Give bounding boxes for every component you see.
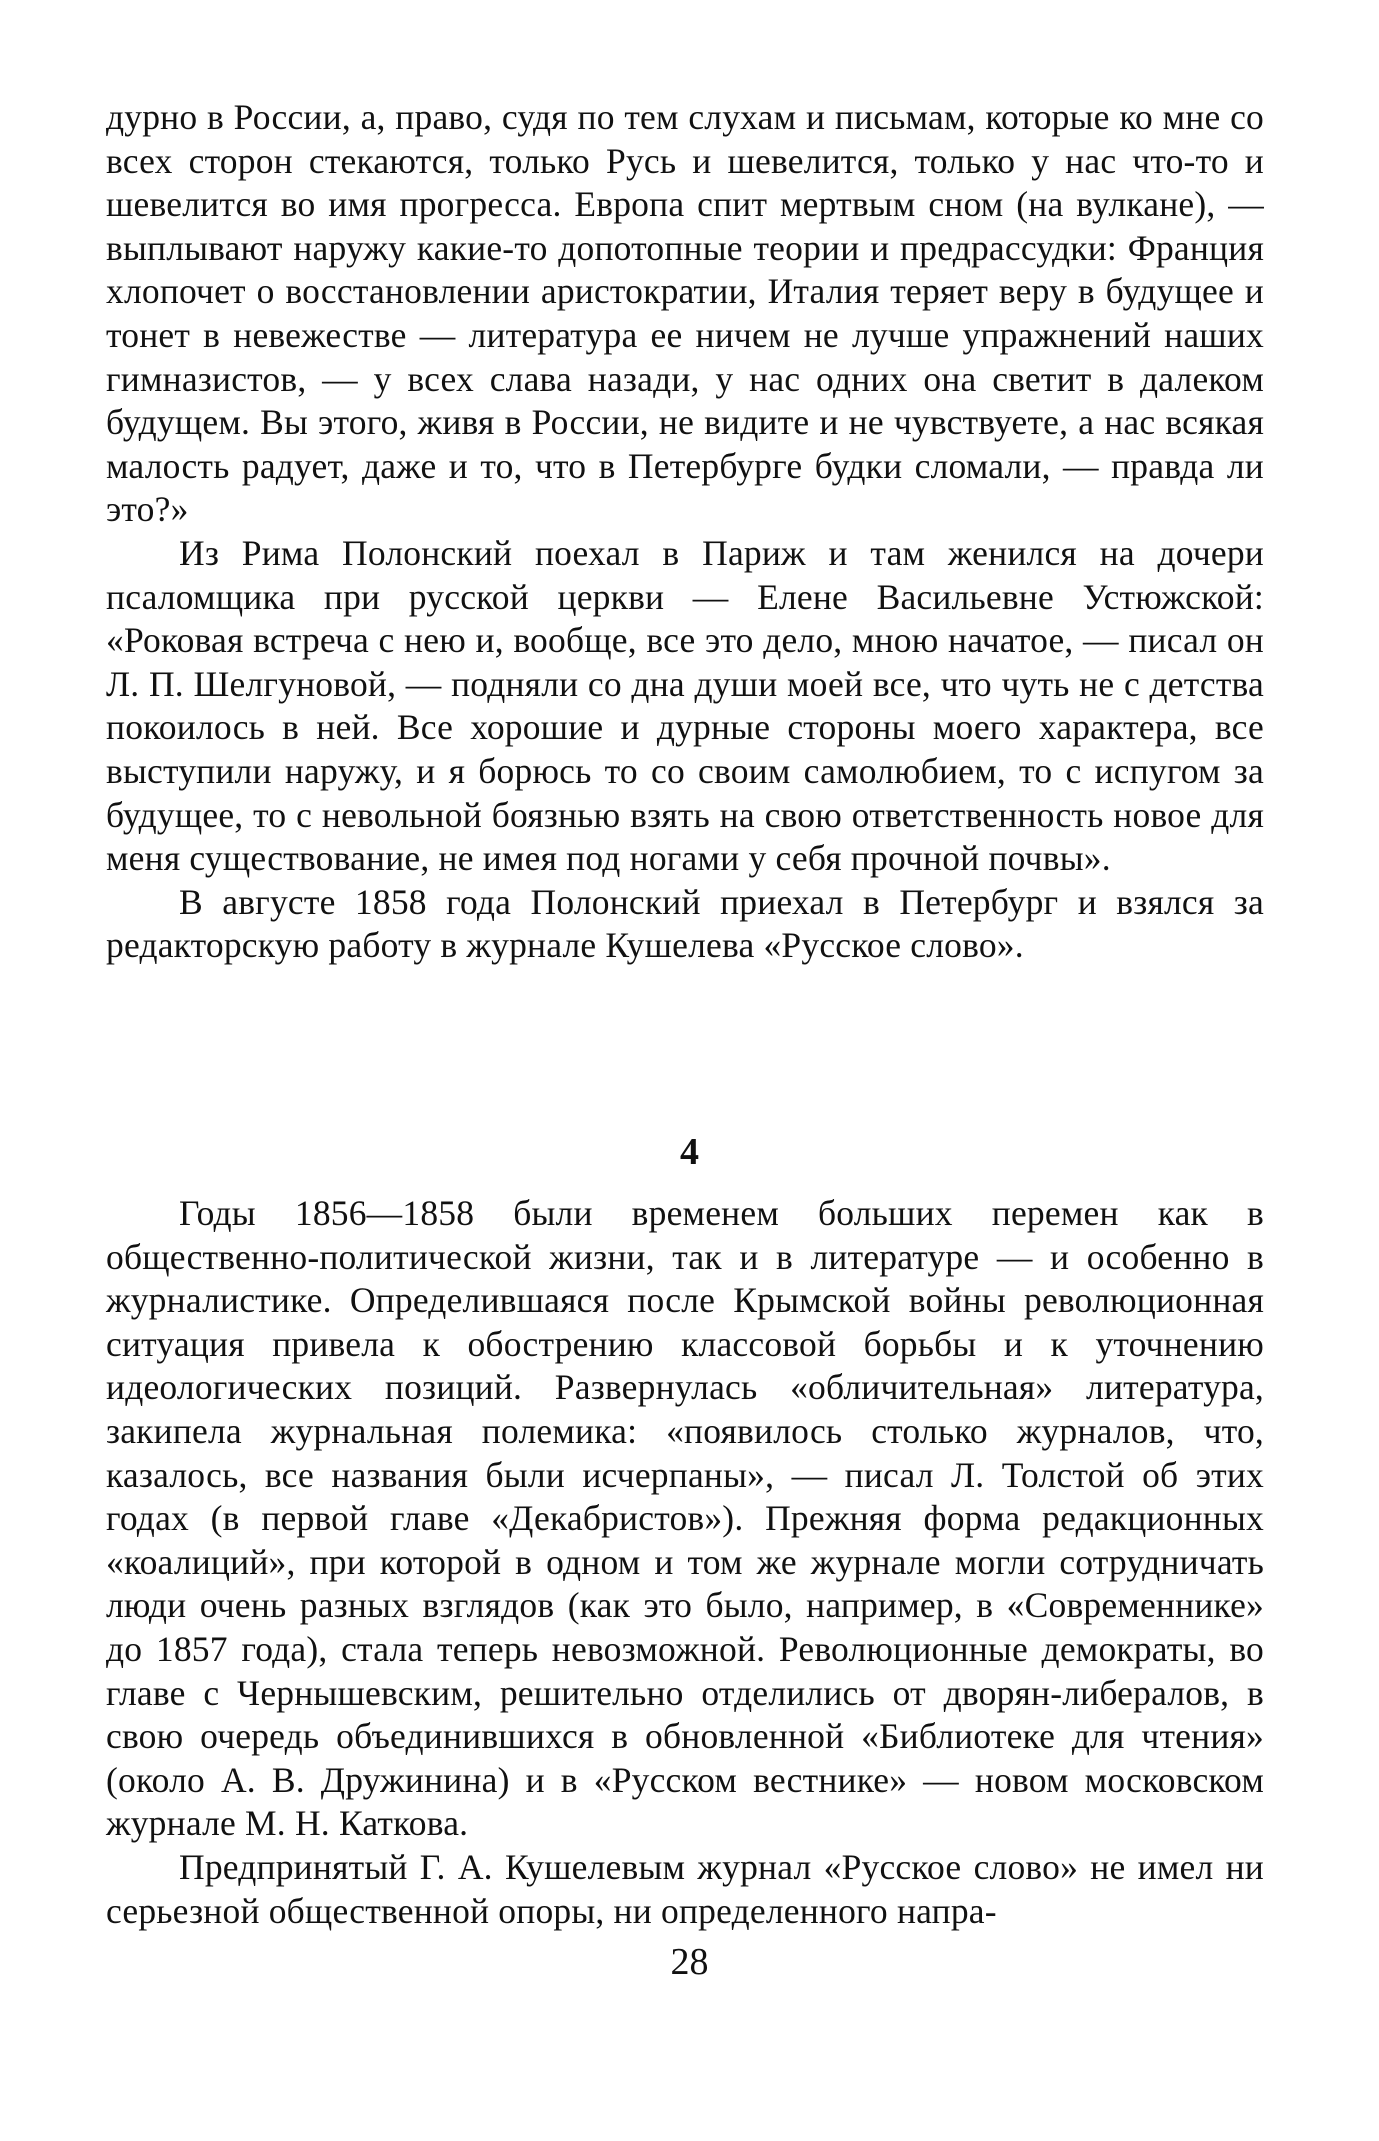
section-number: 4: [680, 1131, 699, 1173]
page-number: 28: [670, 1941, 709, 1983]
paragraph-paris-marriage: Из Рима Полонский поехал в Париж и там женился на дочери псаломщика при русской церкви — Елене Васильевне Устюжской: «Роковая встреча с нею и, вообще, все это дело, мною начатое, — писал он Л. П. Шелгуновой, — подняли со дна души моей все, что чуть не с детства покоилось в ней. Все хорошие и дурные стороны моего характера, все выступили наружу, и я борюсь то со своим самолюбием, то с испугом за будущее, то с невольной боязнью взять на свою ответственность новое для меня существование, не имея под ногами у себя прочной почвы».: [106, 532, 1264, 879]
paragraph-years-of-change: Годы 1856—1858 были временем больших перемен как в общественно-политической жизни, так и в литературе — и особенно в журналистике. Определившаяся после Крымской войны революционная ситуация привела к обострению классовой борьбы и к уточнению идеологических позиций. Развернулась «обличительная» литература, закипела журнальная полемика: «появилось столько журналов, что, казалось, все названия были исчерпаны», — писал Л. Толстой об этих годах (в первой главе «Декабристов»). Прежняя форма редакционных «коалиций», при которой в одном и том же журнале могли сотрудничать люди очень разных взглядов (как это было, например, в «Современнике» до 1857 года), стала теперь невозможной. Революционные демократы, во главе с Чернышевским, решительно отделились от дворян-либералов, в свою очередь объединившихся в обновленной «Библиотеке для чтения» (около А. В. Дружинина) и в «Русском вестнике» — новом московском журнале М. Н. Каткова.: [106, 1193, 1264, 1844]
paragraph-russkoe-slovo: Предпринятый Г. А. Кушелевым журнал «Русское слово» не имел ни серьезной общественной опоры, ни определенного напра-: [106, 1846, 1264, 1931]
paragraph-letter-continuation: дурно в России, а, право, судя по тем слухам и письмам, которые ко мне со всех сторон стекаются, только Русь и шевелится, только у нас что-то и шевелится во имя прогресса. Европа спит мертвым сном (на вулкане), — выплывают наружу какие-то допотопные теории и предрассудки: Франция хлопочет о восстановлении аристократии, Италия теряет веру в будущее и тонет в невежестве — литература ее ничем не лучше упражнений наших гимназистов, — у всех слава назади, у нас одних она светит в далеком будущем. Вы этого, живя в России, не видите и не чувствуете, а нас всякая малость радует, даже и то, что в Петербурге будки сломали, — правда ли это?»: [106, 97, 1264, 530]
text-block-top: [106, 96, 1264, 968]
paragraph-return-petersburg: В августе 1858 года Полонский приехал в Петербург и взялся за редакторскую работу в журнале Кушелева «Русское слово».: [106, 881, 1264, 966]
text-block-bottom: [106, 1192, 1264, 1933]
